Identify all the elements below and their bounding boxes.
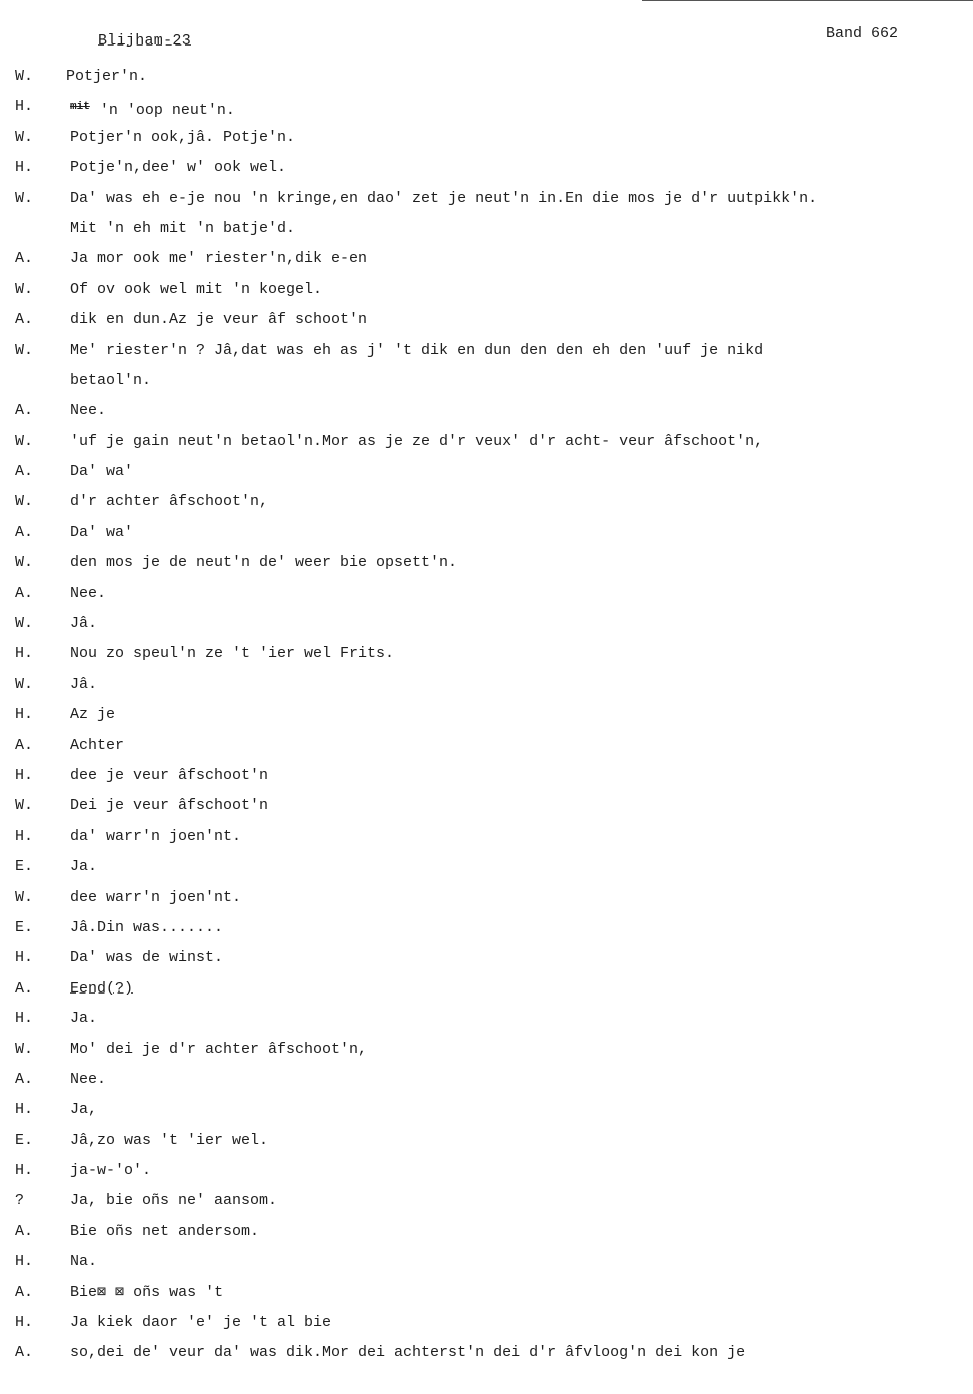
speech-text: Da' wa' <box>70 523 134 541</box>
transcript-line <box>0 1156 973 1186</box>
speaker-label: W. <box>15 280 34 298</box>
speaker-label: W. <box>15 675 34 693</box>
speaker-label: ? <box>15 1192 25 1210</box>
transcript-line <box>0 883 973 913</box>
transcript-line <box>0 791 973 821</box>
speaker-label: H. <box>15 1101 34 1119</box>
transcript-line <box>0 1035 973 1065</box>
transcript-line <box>0 92 973 122</box>
transcript-line <box>0 1338 973 1368</box>
transcript-line <box>0 731 973 761</box>
transcript-line <box>0 1217 973 1247</box>
speech-text: Dei je veur âfschoot'n <box>70 797 269 815</box>
speaker-label: A. <box>15 1344 34 1362</box>
speaker-label: E. <box>15 918 34 936</box>
speaker-label: A. <box>15 584 34 602</box>
speaker-label: H. <box>15 1314 34 1332</box>
speaker-label: A. <box>15 402 34 420</box>
transcript-line <box>0 184 973 214</box>
speech-text: Da' was eh e-je nou 'n kringe,en dao' zet je neut'n in.En die mos je d'r uutpikk'n. <box>70 189 818 207</box>
transcript-line <box>0 1278 973 1308</box>
speaker-label: A. <box>15 1283 34 1301</box>
transcript-line <box>0 943 973 973</box>
speech-text: Mo' dei je d'r achter âfschoot'n, <box>70 1040 368 1058</box>
speaker-label: H. <box>15 1010 34 1028</box>
speech-text: dik en dun.Az je veur âf schoot'n <box>70 311 368 329</box>
transcript-line <box>0 1186 973 1216</box>
speaker-label: H. <box>15 1162 34 1180</box>
top-rule <box>642 0 973 1</box>
transcript-line <box>0 822 973 852</box>
speaker-label: A. <box>15 250 34 268</box>
speech-text: Ja, bie oñs ne' aansom. <box>70 1192 278 1210</box>
speech-text: Jâ. <box>70 675 98 693</box>
speaker-label: H. <box>15 949 34 967</box>
speaker-label: H. <box>15 159 34 177</box>
dialogue-list <box>0 123 973 1369</box>
speech-text: Potjer'n ook,jâ. Potje'n. <box>70 128 296 146</box>
speech-text: Nou zo speul'n ze 't 'ier wel Frits. <box>70 645 395 663</box>
transcript-line <box>0 427 973 457</box>
speech-text: Ja kiek daor 'e' je 't al bie <box>70 1314 332 1332</box>
speech-text: Potjer'n. <box>66 68 148 85</box>
speech-text: Of ov ook wel mit 'n koegel. <box>70 280 323 298</box>
speech-text: Bie oñs net andersom. <box>70 1222 260 1240</box>
speaker-label: W. <box>15 432 34 450</box>
struck-word: mit <box>70 101 90 114</box>
speaker-label: W. <box>15 493 34 511</box>
speech-text <box>70 92 235 126</box>
speaker-label: A. <box>15 979 34 997</box>
transcript-line <box>0 336 973 366</box>
speaker-label: E. <box>15 1131 34 1149</box>
speech-text: Jâ.Din was....... <box>70 918 224 936</box>
speech-text: Mit 'n eh mit 'n batje'd. <box>70 219 296 237</box>
speech-text: Na. <box>70 1253 98 1271</box>
speaker-label: W. <box>15 797 34 815</box>
speaker-label: W. <box>15 554 34 572</box>
speaker-label: W. <box>15 128 34 146</box>
speech-text: Da' wa' <box>70 463 134 481</box>
speaker-label: A. <box>15 1222 34 1240</box>
speech-text-rest: 'n 'oop neut'n. <box>90 102 235 120</box>
speech-text: Bie⊠ ⊠ oñs was 't <box>70 1283 224 1301</box>
transcript-line <box>0 244 973 274</box>
transcript-line <box>0 852 973 882</box>
speech-text: Ja mor ook me' riester'n,dik e-en <box>70 250 368 268</box>
speech-text: Eend(?) <box>70 979 134 997</box>
transcript-line <box>0 305 973 335</box>
speaker-label: W. <box>15 1040 34 1058</box>
speech-text: Nee. <box>70 584 107 602</box>
speaker-label: H. <box>15 766 34 784</box>
transcript-line <box>0 487 973 517</box>
transcript-line <box>0 1308 973 1338</box>
speech-text: Nee. <box>70 1070 107 1088</box>
speaker-label: W. <box>15 341 34 359</box>
speech-text: Az je <box>70 706 116 724</box>
speaker-label: H. <box>15 98 34 116</box>
speaker-label: A. <box>15 1070 34 1088</box>
speaker-label: A. <box>15 523 34 541</box>
speaker-label: W. <box>15 615 34 633</box>
speech-text: d'r achter âfschoot'n, <box>70 493 269 511</box>
transcript-line <box>0 1247 973 1277</box>
transcript-line <box>0 62 973 92</box>
speech-text: betaol'n. <box>70 371 152 389</box>
transcript-line <box>0 913 973 943</box>
transcript-line <box>0 609 973 639</box>
speech-text: 'uf je gain neut'n betaol'n.Mor as je ze d'r veux' d'r acht- veur âfschoot'n, <box>70 432 764 450</box>
transcript-line <box>0 1004 973 1034</box>
transcript-line <box>0 974 973 1004</box>
transcript-line <box>0 670 973 700</box>
speech-text: Da' was de winst. <box>70 949 224 967</box>
speech-text: dee je veur âfschoot'n <box>70 766 269 784</box>
speech-text: Potje'n,dee' w' ook wel. <box>70 159 287 177</box>
speech-text: Ja, <box>70 1101 98 1119</box>
speech-text: dee warr'n joen'nt. <box>70 888 242 906</box>
transcript-line <box>0 1065 973 1095</box>
speech-text: Achter <box>70 736 125 754</box>
transcript-line <box>0 1095 973 1125</box>
speech-text: Me' riester'n ? Jâ,dat was eh as j' 't dik en dun den den eh den 'uuf je nikd <box>70 341 764 359</box>
transcript-line <box>0 214 973 244</box>
speech-text: Ja. <box>70 858 98 876</box>
speech-text: da' warr'n joen'nt. <box>70 827 242 845</box>
transcript-line <box>0 153 973 183</box>
transcript-line <box>0 275 973 305</box>
speaker-label: A. <box>15 736 34 754</box>
speech-text: Nee. <box>70 402 107 420</box>
band-number: Band 662 <box>826 25 899 42</box>
speaker-label: H. <box>15 706 34 724</box>
transcript-line <box>0 639 973 669</box>
transcript-line <box>0 548 973 578</box>
transcript-line <box>0 396 973 426</box>
speaker-label: H. <box>15 1253 34 1271</box>
speaker-label: W. <box>15 189 34 207</box>
speech-text: so,dei de' veur da' was dik.Mor dei achterst'n dei d'r âfvloog'n dei kon je <box>70 1344 746 1362</box>
page-title: Blijham-23 <box>98 32 192 49</box>
speech-text: den mos je de neut'n de' weer bie opsett'n. <box>70 554 458 572</box>
speaker-label: H. <box>15 645 34 663</box>
speech-text: Ja. <box>70 1010 98 1028</box>
transcript-line <box>0 518 973 548</box>
speaker-label: E. <box>15 858 34 876</box>
speaker-label: H. <box>15 827 34 845</box>
transcript-line <box>0 457 973 487</box>
speaker-label: A. <box>15 311 34 329</box>
speaker-label: W. <box>15 888 34 906</box>
speaker-label: W. <box>15 68 34 85</box>
transcript-line <box>0 1126 973 1156</box>
speech-text: Jâ. <box>70 615 98 633</box>
speech-text: ja-w-'o'. <box>70 1162 152 1180</box>
transcript-line <box>0 123 973 153</box>
transcript-line <box>0 761 973 791</box>
speaker-label: A. <box>15 463 34 481</box>
transcript-line <box>0 700 973 730</box>
transcript-lines <box>0 62 973 1369</box>
transcript-line <box>0 366 973 396</box>
transcript-line <box>0 579 973 609</box>
speech-text: Jâ,zo was 't 'ier wel. <box>70 1131 269 1149</box>
